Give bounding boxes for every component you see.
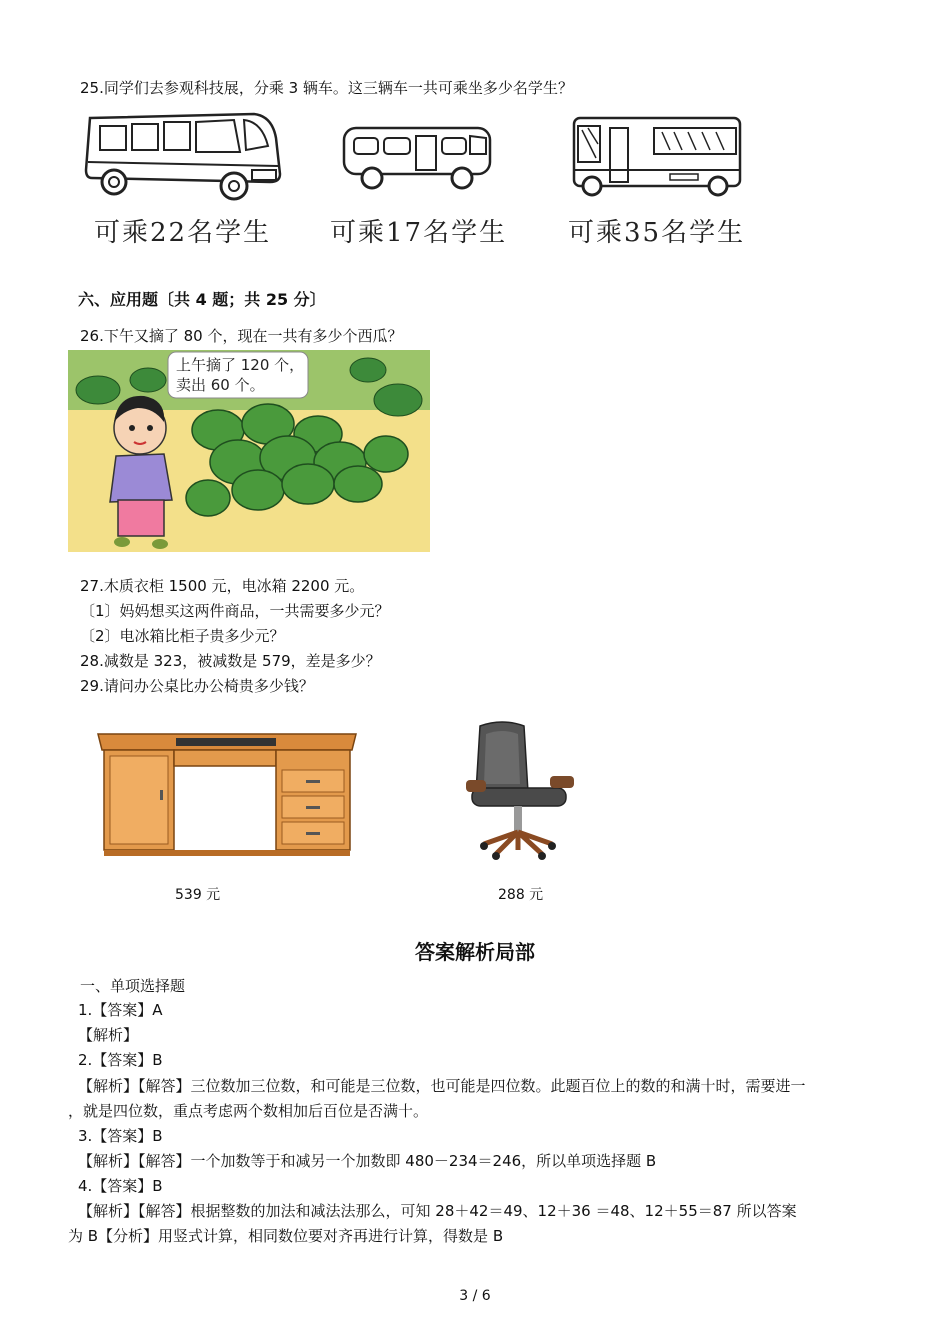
question-26: 26.下午又摘了 80 个，现在一共有多少个西瓜？ [80, 327, 403, 345]
answers-section-heading: 一、单项选择题 [80, 977, 186, 995]
question-27-part-1: 〔1〕妈妈想买这两件商品，一共需要多少元？ [80, 602, 390, 620]
van-illustration [84, 108, 284, 208]
question-28: 28.减数是 323，被减数是 579，差是多少？ [80, 652, 381, 670]
answer-line: 为 B【分析】用竖式计算，相同数位要对齐再进行计算，得数是 B [68, 1227, 504, 1245]
question-27-part-2: 〔2〕电冰箱比柜子贵多少元？ [80, 627, 285, 645]
chair-price: 288 元 [498, 887, 544, 903]
answer-line: 2.【答案】B [78, 1051, 163, 1069]
answer-line: 【解析】【解答】三位数加三位数，和可能是三位数，也可能是四位数。此题百位上的数的和满十时，需要进一 [78, 1077, 806, 1095]
van-capacity-label: 可乘22名学生 [94, 218, 272, 248]
question-25: 25.同学们去参观科技展，分乘 3 辆车。这三辆车一共可乘坐多少名学生？ [80, 79, 573, 97]
answer-line: 【解析】【解答】根据整数的加法和减法法那么，可知 28＋42＝49、12＋36 ＝48、12＋55＝87 所以答案 [78, 1202, 797, 1220]
speech-bubble-line-1: 上午摘了 120 个， [176, 356, 305, 374]
large-bus-illustration [570, 114, 746, 200]
answer-line: 【解析】【解答】一个加数等于和减另一个加数即 480－234＝246，所以单项选择题 B [78, 1152, 657, 1170]
question-29: 29.请问办公桌比办公椅贵多少钱？ [80, 677, 314, 695]
section-6-title: 六、应用题〔共 4 题；共 25 分〕 [78, 290, 326, 309]
small-bus-illustration [340, 120, 500, 196]
office-chair-illustration [466, 718, 578, 864]
answer-line: 4.【答案】B [78, 1177, 163, 1195]
answer-line: ，就是四位数，重点考虑两个数相加后百位是否满十。 [68, 1102, 429, 1120]
page-number: 3 / 6 [459, 1288, 491, 1304]
answer-line: 【解析】 [78, 1026, 139, 1044]
desk-price: 539 元 [175, 887, 221, 903]
speech-bubble-line-2: 卖出 60 个。 [176, 376, 265, 394]
answer-line: 3.【答案】B [78, 1127, 163, 1145]
answers-title: 答案解析局部 [415, 940, 535, 964]
small-bus-capacity-label: 可乘17名学生 [330, 218, 508, 248]
office-desk-illustration [96, 728, 358, 860]
question-27: 27.木质衣柜 1500 元，电冰箱 2200 元。 [80, 577, 365, 595]
watermelon-field-illustration [68, 350, 430, 552]
answer-line: 1.【答案】A [78, 1001, 163, 1019]
large-bus-capacity-label: 可乘35名学生 [568, 218, 746, 248]
